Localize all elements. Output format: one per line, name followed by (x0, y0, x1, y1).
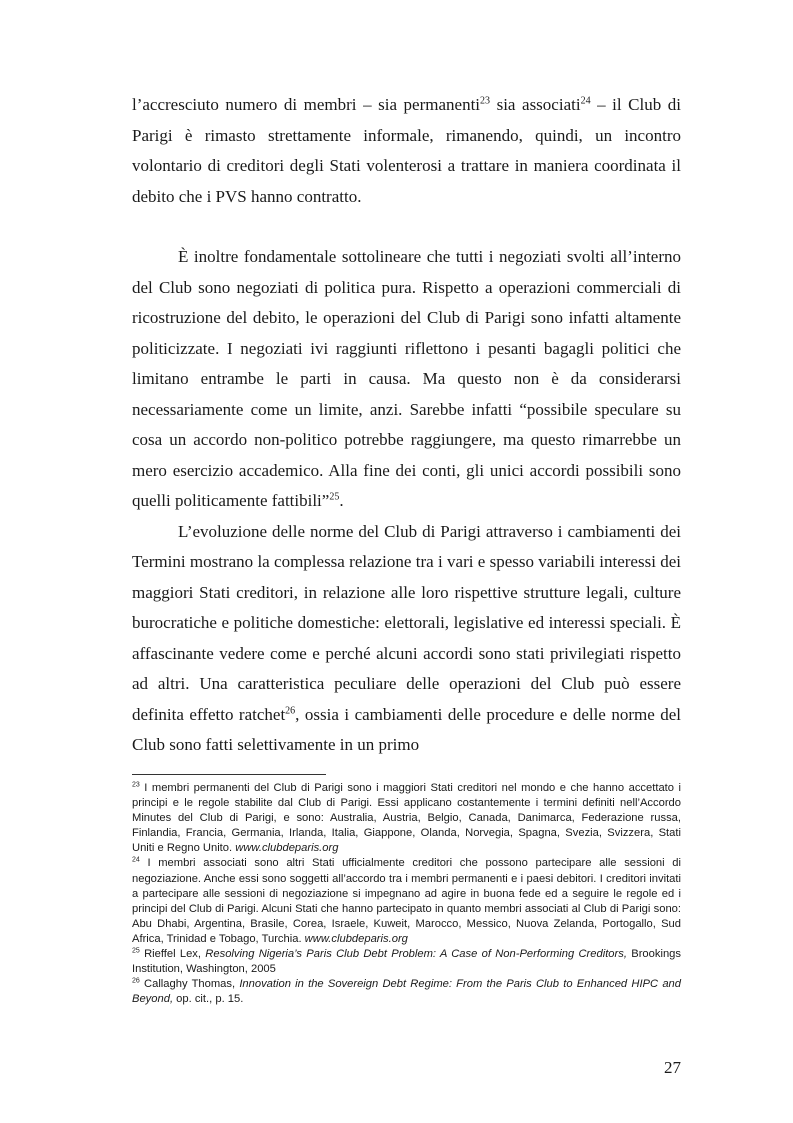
footnote-26 (132, 977, 681, 1007)
paragraph-3 (132, 517, 681, 761)
footnote-number: 24 (132, 856, 140, 864)
footnote-separator (132, 774, 326, 775)
paragraph-1-text-b: sia associati (490, 95, 581, 114)
footnote-ref-25[interactable]: 25 (329, 491, 340, 503)
page-number: 27 (664, 1058, 681, 1077)
footnote-title: Resolving Nigeria’s Paris Club Debt Problem: A Case of Non-Performing Creditors, (205, 948, 627, 961)
footnote-23 (132, 781, 681, 856)
paragraph-3-text-b: , ossia i cambiamenti delle procedure e delle norme del Club sono fatti selettivamente in un primo (132, 704, 682, 754)
footnote-author: Callaghy Thomas, (139, 978, 240, 991)
footnote-24 (132, 856, 681, 947)
footnote-ref-26[interactable]: 26 (285, 704, 296, 716)
paragraph-1-text-c: – il Club di Parigi è rimasto strettamente informale, rimanendo, quindi, un incontro volontario di creditori degli Stati volenterosi a trattare in maniera coordinata il debito che i PVS hanno contratto. (132, 95, 682, 206)
footnote-text: I membri associati sono altri Stati ufficialmente creditori che possono partecipare alle sessioni di negoziazione. Anche essi sono soggetti all’accordo tra i membri permanenti e i paesi debitori. I creditori invitati a partecipare alle sessioni di negoziazione si impegnano ad agire in buona fede ed a seguire le regole ed i principi del Club di Parigi. Alcuni Stati che hanno partecipato in quanto membri associati al Club di Parigi sono: Abu Dhabi, Argentina, Brasile, Corea, Israele, Kuweit, Marocco, Messico, Nuova Zelanda, Portogallo, Sud Africa, Trinidad e Tobago, Turchia. (132, 857, 681, 945)
paragraph-1 (132, 90, 681, 212)
footnote-author: Rieffel Lex, (139, 948, 206, 961)
footnote-25 (132, 947, 681, 977)
body-text (132, 90, 681, 761)
footnote-ref-23[interactable]: 23 (480, 95, 491, 107)
paragraph-2-text-a: È inoltre fondamentale sottolineare che tutti i negoziati svolti all’interno del Club sono negoziati di politica pura. Rispetto a operazioni commerciali di ricostruzione del debito, le operazioni del Club di Parigi sono infatti altamente politicizzate. I negoziati ivi raggiunti riflettono i pesanti bagagli politici che limitano entrambe le parti in causa. Ma questo non è da considerarsi necessariamente come un limite, anzi. Sarebbe infatti “possibile speculare su cosa un accordo non-politico potrebbe raggiungere, ma questo rimarrebbe un mero esercizio accademico. Alla fine dei conti, gli unici accordi possibili sono quelli politicamente fattibili” (132, 247, 681, 510)
footnote-link[interactable]: www.clubdeparis.org (304, 932, 408, 945)
paragraph-2-text-b: . (339, 491, 344, 510)
footnote-number: 25 (132, 947, 140, 955)
footnote-ref-24[interactable]: 24 (580, 95, 591, 107)
paragraph-3-text-a: L’evoluzione delle norme del Club di Parigi attraverso i cambiamenti dei Termini mostrano la complessa relazione tra i vari e spesso variabili interessi dei maggiori Stati creditori, in relazione alle loro rispettive strutture legali, culture burocratiche e politiche domestiche: elettorali, legislative ed interessi speciali. È affascinante vedere come e perché alcuni accordi sono stati privilegiati rispetto ad altri. Una caratteristica peculiare delle operazioni del Club può essere definita effetto ratchet (132, 521, 681, 724)
paragraph-2 (132, 242, 681, 517)
footnote-publisher: Brookings Institution, Washington, 2005 (132, 948, 681, 976)
footnote-title: Innovation in the Sovereign Debt Regime: From the Paris Club to Enhanced HIPC and Beyond, (132, 978, 681, 1006)
paragraph-1-text-a: l’accresciuto numero di membri – sia permanenti (132, 95, 481, 114)
footnotes (132, 781, 681, 1007)
footnote-number: 26 (132, 977, 140, 985)
footnote-link[interactable]: www.clubdeparis.org (235, 842, 339, 855)
footnote-publisher: op. cit., p. 15. (173, 993, 244, 1006)
footnote-text: I membri permanenti del Club di Parigi sono i maggiori Stati creditori nel mondo e che hanno accettato i principi e le regole stabilite dal Club di Parigi. Essi applicano costantemente i termini definiti nell’Accordo Minutes del Club di Parigi, e sono: Australia, Austria, Belgio, Canada, Danimarca, Federazione russa, Finlandia, Francia, Germania, Irlanda, Italia, Giappone, Olanda, Norvegia, Spagna, Svezia, Svizzera, Stati Uniti e Regno Unito. (132, 782, 681, 855)
footnote-number: 23 (132, 781, 140, 789)
